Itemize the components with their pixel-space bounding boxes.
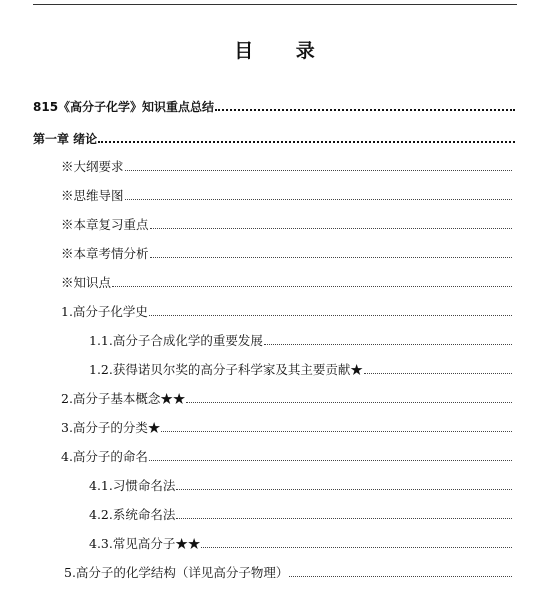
toc-entry-section-4[interactable] bbox=[61, 449, 512, 465]
dot-leader bbox=[98, 140, 515, 143]
toc-entry-section-1[interactable] bbox=[61, 304, 512, 320]
dot-leader bbox=[125, 198, 512, 200]
dot-leader bbox=[364, 372, 512, 374]
toc-entry-label: 2.高分子基本概念★★ bbox=[61, 391, 186, 406]
dot-leader bbox=[186, 401, 512, 403]
toc-entry-chapter-1[interactable] bbox=[33, 131, 515, 147]
toc-entry-label: 3.高分子的分类★ bbox=[61, 420, 161, 435]
toc-entry-syllabus[interactable] bbox=[61, 159, 512, 175]
dot-leader bbox=[150, 256, 512, 258]
toc-entry-section-5[interactable] bbox=[64, 565, 512, 581]
dot-leader bbox=[176, 517, 512, 519]
toc-entry-section-1-1[interactable] bbox=[89, 333, 512, 349]
toc-entry-section-4-2[interactable] bbox=[89, 507, 512, 523]
toc-entry-label: 4.2.系统命名法 bbox=[89, 507, 176, 522]
toc-entry-section-4-3[interactable] bbox=[89, 536, 512, 552]
toc-entry-label: 4.3.常见高分子★★ bbox=[89, 536, 201, 551]
toc-entry-section-1-2[interactable] bbox=[89, 362, 512, 378]
dot-leader bbox=[264, 343, 512, 345]
toc-entry-review-points[interactable] bbox=[61, 217, 512, 233]
toc-entry-label: ※本章考情分析 bbox=[61, 246, 149, 261]
toc-entry-section-4-1[interactable] bbox=[89, 478, 512, 494]
dot-leader bbox=[176, 488, 512, 490]
dot-leader bbox=[149, 314, 512, 316]
toc-entry-label: ※大纲要求 bbox=[61, 159, 124, 174]
toc-entry-label: 1.1.高分子合成化学的重要发展 bbox=[89, 333, 263, 348]
toc-entry-label: 815《高分子化学》知识重点总结 bbox=[33, 100, 215, 114]
dot-leader bbox=[150, 227, 512, 229]
toc-entry-main-title[interactable] bbox=[33, 99, 515, 115]
dot-leader bbox=[201, 546, 512, 548]
toc-entry-section-3[interactable] bbox=[61, 420, 512, 436]
toc-entry-label: 4.1.习惯命名法 bbox=[89, 478, 176, 493]
dot-leader bbox=[125, 169, 512, 171]
toc-entry-label: ※本章复习重点 bbox=[61, 217, 149, 232]
toc-entry-mind-map[interactable] bbox=[61, 188, 512, 204]
dot-leader bbox=[215, 108, 515, 111]
toc-entry-section-2[interactable] bbox=[61, 391, 512, 407]
dot-leader bbox=[289, 575, 512, 577]
toc-entry-label: 1.高分子化学史 bbox=[61, 304, 148, 319]
dot-leader bbox=[161, 430, 512, 432]
page-title: 目 录 bbox=[234, 40, 333, 62]
toc-entry-label: 5.高分子的化学结构（详见高分子物理） bbox=[64, 565, 289, 580]
dot-leader bbox=[112, 285, 512, 287]
toc-entry-label: ※思维导图 bbox=[61, 188, 124, 203]
toc-entry-label: 第一章 绪论 bbox=[33, 132, 98, 146]
toc-entry-label: ※知识点 bbox=[61, 275, 112, 290]
toc-entry-knowledge-points[interactable] bbox=[61, 275, 512, 291]
dot-leader bbox=[149, 459, 512, 461]
top-rule bbox=[33, 4, 517, 5]
toc-entry-label: 1.2.获得诺贝尔奖的高分子科学家及其主要贡献★ bbox=[89, 362, 363, 377]
toc-entry-label: 4.高分子的命名 bbox=[61, 449, 148, 464]
toc-entry-exam-analysis[interactable] bbox=[61, 246, 512, 262]
